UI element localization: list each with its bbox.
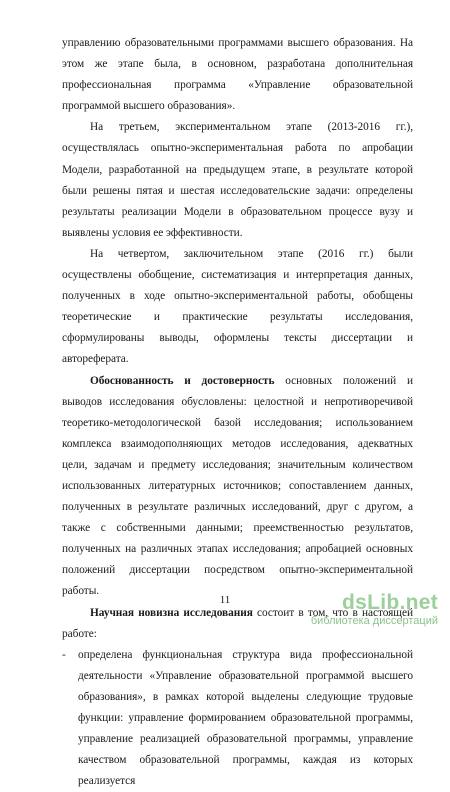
watermark-subtitle: библиотека диссертаций bbox=[310, 615, 438, 627]
list-item-text: определена функциональная структура вида профессиональной деятельности «Управление образовательной программой высшего образования», в рамках которой выделены следующие трудовые функции: управление формированием образовательной программы, управление реализацией образовательной программы, управление качеством образовательной программы, каждая из которых реализуется bbox=[78, 648, 413, 788]
paragraph-continuation: управлению образовательными программами высшего образования. На этом же этапе была, в основном, разработана дополнительная профессиональная программа «Управление образовательной программой высшего образования». bbox=[62, 37, 413, 113]
validity-heading: Обоснованность и достоверность bbox=[90, 374, 275, 387]
paragraph-validity bbox=[62, 371, 413, 603]
page-number: 11 bbox=[219, 594, 231, 606]
watermark-logo-text: dsLib.net bbox=[341, 591, 438, 614]
novelty-text: состоит в том, что в настоящей работе: bbox=[62, 606, 414, 640]
paragraph-stage-three: На третьем, экспериментальном этапе (2013-2016 гг.), осуществлялась опытно-экспериментальная работа по апробации Модели, разработанной на предыдущем этапе, в результате которой были решены пятая и шестая исследовательские задачи: определены результаты реализации Модели в образовательном процессе вузу и выявлены условия ее эффективности. bbox=[62, 121, 413, 239]
list-item bbox=[62, 645, 413, 792]
body-text bbox=[62, 33, 413, 792]
list-dash: - bbox=[62, 648, 66, 661]
validity-text: основных положений и выводов исследования обусловлены: целостной и непротиворечивой теоретико-методологической базой исследования; использованием комплекса взаимодополняющих методов исследования, адекватных цели, задачам и предмету исследования; значительным количеством использованных литературных источников; сопоставлением данных, полученных в результате различных исследований, друг с другом, а также с собственными данными; преемственностью результатов, полученных на различных этапах исследования; апробацией основных положений диссертации посредством опытно-экспериментальной работы. bbox=[62, 374, 414, 598]
novelty-heading: Научная новизна исследования bbox=[90, 606, 253, 619]
paragraph-stage-four: На четвертом, заключительном этапе (2016 гг.) были осуществлены обобщение, систематизация и интерпретация данных, полученных в ходе опытно-экспериментальной работы, обобщены теоретические и практические результаты исследования, сформулированы выводы, оформлены тексты диссертации и автореферата. bbox=[62, 247, 413, 366]
dslib-watermark-logo bbox=[248, 591, 438, 631]
